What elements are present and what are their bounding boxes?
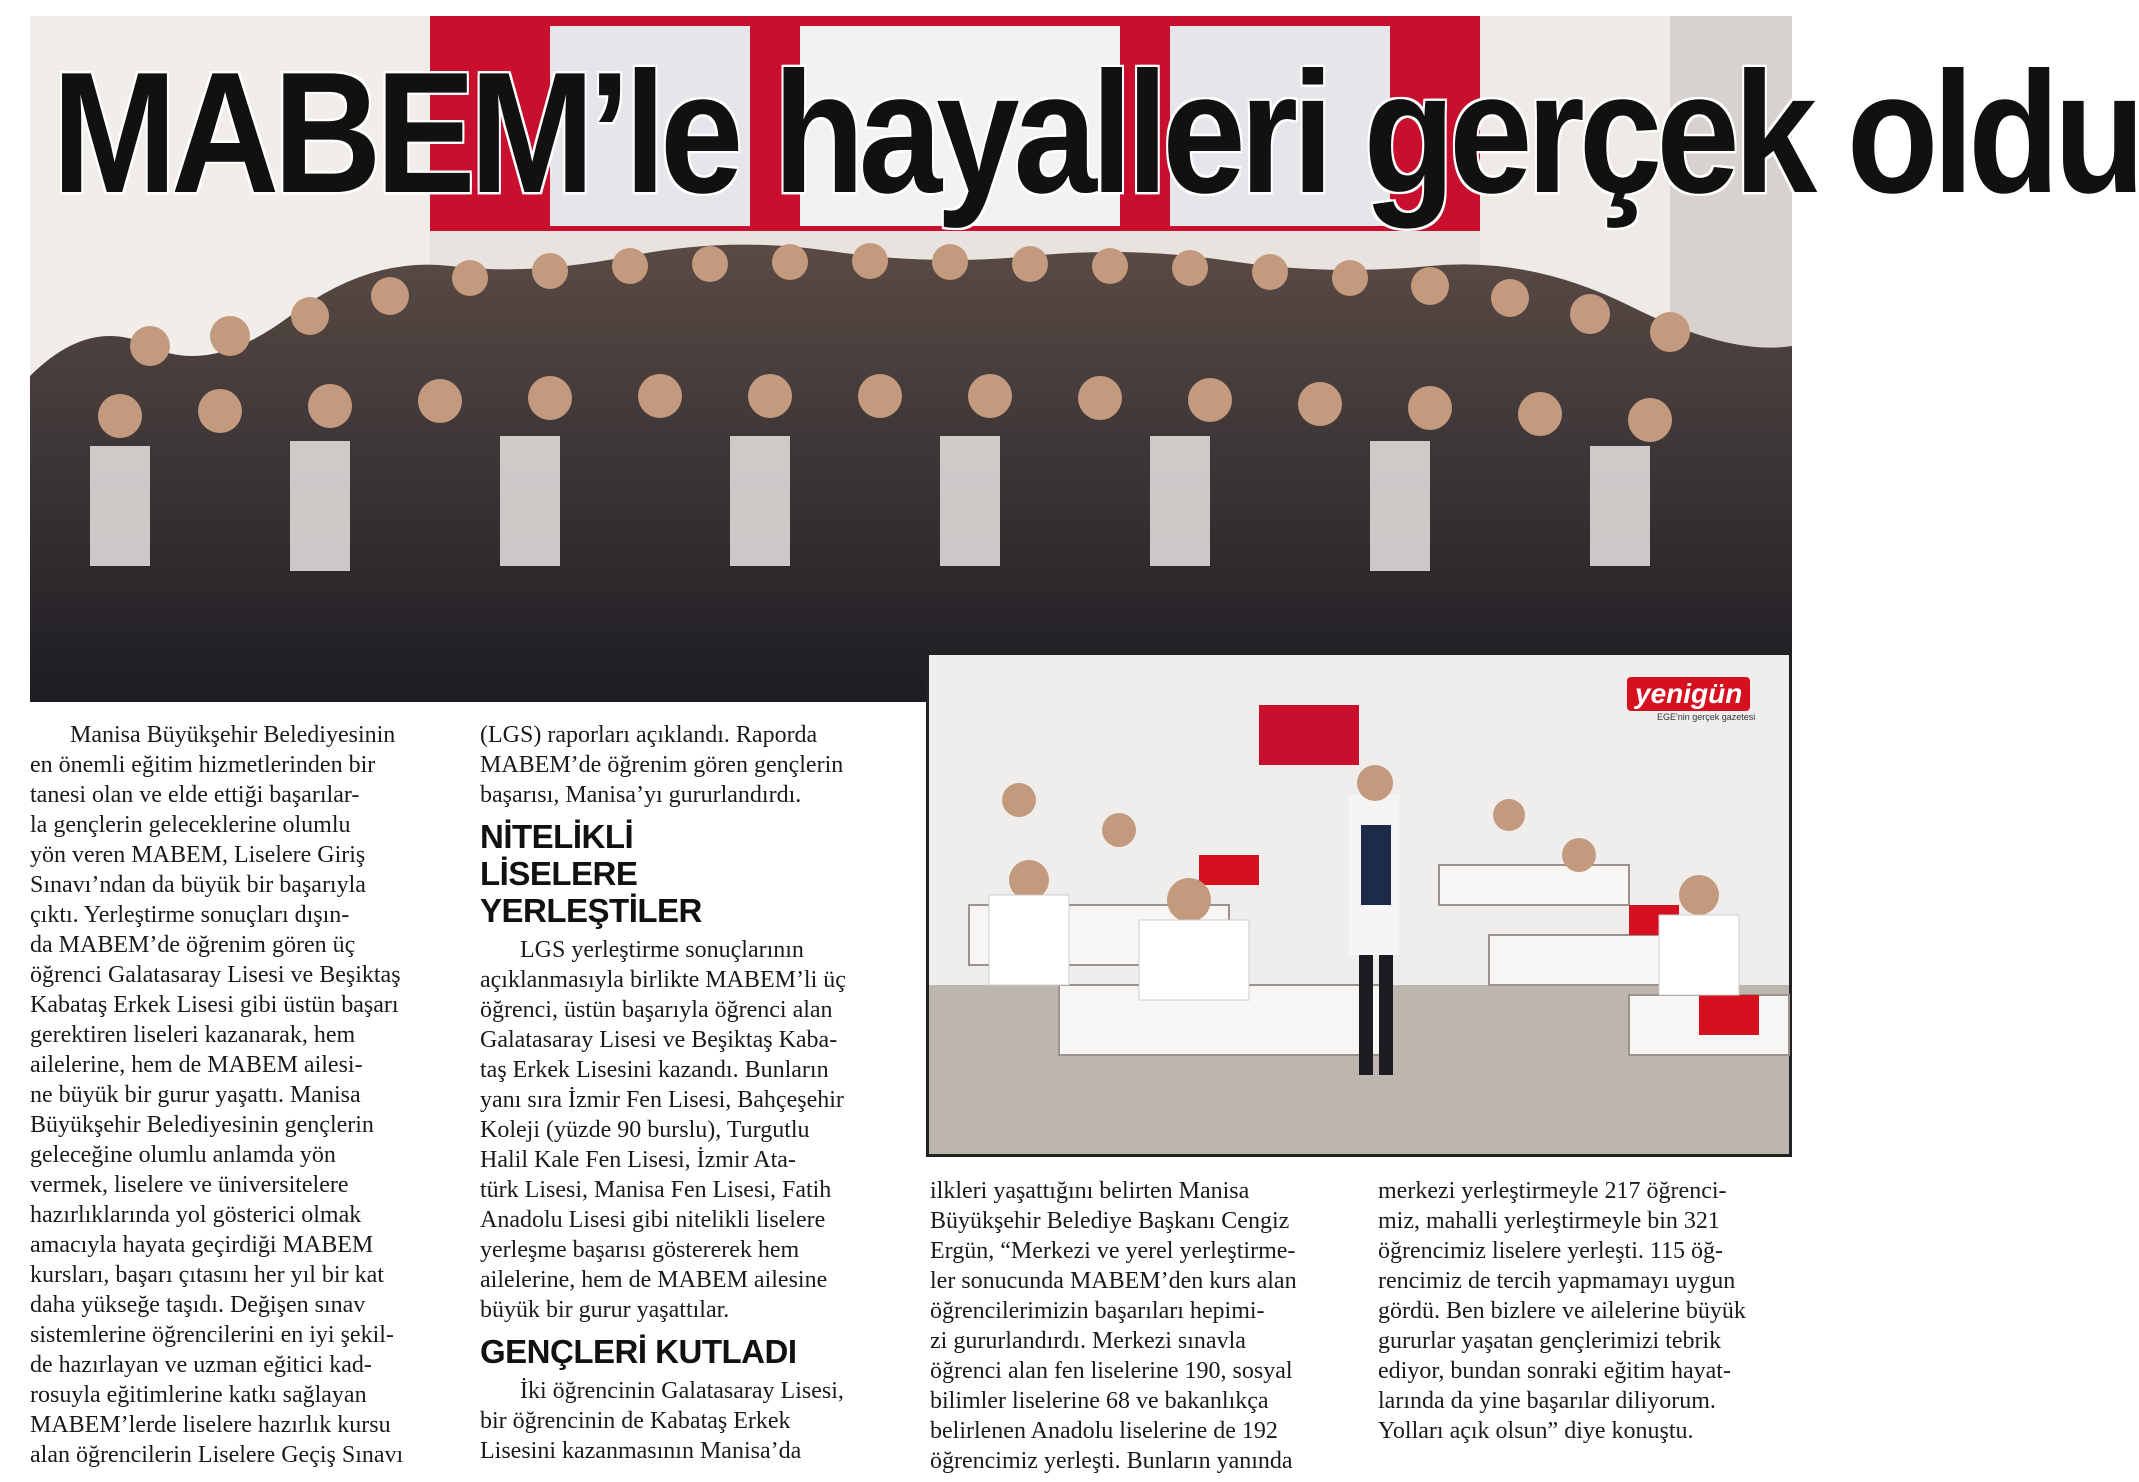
text-line: en önemli eğitim hizmetlerinden bir (30, 752, 376, 778)
subhead-nitelikli (480, 818, 900, 929)
logo-text: yenigün (1627, 677, 1750, 711)
text-line: öğrenci, üstün başarıyla öğrenci alan (480, 997, 833, 1023)
text-line: Büyükşehir Belediye Başkanı Cengiz (930, 1208, 1290, 1234)
text-line: LGS yerleştirme sonuçlarının (520, 937, 804, 963)
text-line: çıktı. Yerleştirme sonuçları dışın- (30, 902, 350, 928)
text-line: (LGS) raporları açıklandı. Raporda (480, 722, 818, 748)
subhead-line: LİSELERE (480, 855, 638, 892)
logo-tagline: EGE'nin gerçek gazetesi (1657, 712, 1756, 722)
text-line: yerleşme başarısı göstererek hem (480, 1237, 800, 1263)
headline: MABEM’le hayalleri gerçek oldu (52, 35, 2139, 229)
subhead-line: NİTELİKLİ (480, 818, 634, 855)
text-line: merkezi yerleştirmeyle 217 öğrenci- (1378, 1178, 1727, 1204)
text-line: ailelerine, hem de MABEM ailesine (480, 1267, 828, 1293)
article-column-1 (30, 720, 460, 1470)
text-line: ediyor, bundan sonraki eğitim hayat- (1378, 1358, 1731, 1384)
article-column-4 (1378, 1176, 1798, 1446)
text-line: hazırlıklarında yol gösterici olmak (30, 1202, 362, 1228)
article-column-2 (480, 720, 900, 1466)
text-line: başarısı, Manisa’yı gururlandırdı. (480, 782, 802, 808)
text-line: yön veren MABEM, Liselere Giriş (30, 842, 366, 868)
text-line: türk Lisesi, Manisa Fen Lisesi, Fatih (480, 1177, 832, 1203)
text-line: rencimiz de tercih yapmamayı uygun (1378, 1268, 1736, 1294)
text-line: geleceğine olumlu anlamda yön (30, 1142, 336, 1168)
text-line: MABEM’de öğrenim gören gençlerin (480, 752, 844, 778)
text-line: larında da yine başarılar diliyorum. (1378, 1388, 1716, 1414)
text-line: Galatasaray Lisesi ve Beşiktaş Kaba- (480, 1027, 838, 1053)
text-line: miz, mahalli yerleştirmeyle bin 321 (1378, 1208, 1720, 1234)
text-line: öğrenci alan fen liselerine 190, sosyal (930, 1358, 1293, 1384)
text-line: açıklanmasıyla birlikte MABEM’li üç (480, 967, 846, 993)
text-line: daha yükseğe taşıdı. Değişen sınav (30, 1292, 366, 1318)
article-column-3 (930, 1176, 1350, 1476)
text-line: la gençlerin geleceklerine olumlu (30, 812, 351, 838)
classroom-photo (926, 652, 1792, 1157)
text-line: zi gururlandırdı. Merkezi sınavla (930, 1328, 1246, 1354)
subhead-gencleri-kutladi: GENÇLERİ KUTLADI (480, 1333, 797, 1370)
text-line: Ergün, “Merkezi ve yerel yerleştirme- (930, 1238, 1296, 1264)
text-line: bilimler liselerine 68 ve bakanlıkça (930, 1388, 1269, 1414)
text-line: de hazırlayan ve uzman eğitici kad- (30, 1352, 372, 1378)
text-line: vermek, liselere ve üniversitelere (30, 1172, 349, 1198)
classroom-photo-illustration (929, 655, 1789, 1154)
text-line: Koleji (yüzde 90 burslu), Turgutlu (480, 1117, 810, 1143)
text-line: öğrenci Galatasaray Lisesi ve Beşiktaş (30, 962, 401, 988)
text-line: amacıyla hayata geçirdiği MABEM (30, 1232, 374, 1258)
text-line: ailelerine, hem de MABEM ailesi- (30, 1052, 363, 1078)
text-line: Yolları açık olsun” diye konuştu. (1378, 1418, 1694, 1444)
text-line: ne büyük bir gurur yaşattı. Manisa (30, 1082, 361, 1108)
text-line: tanesi olan ve elde ettiği başarılar- (30, 782, 360, 808)
text-line: gördü. Ben bizlere ve ailelerine büyük (1378, 1298, 1746, 1324)
text-line: Büyükşehir Belediyesinin gençlerin (30, 1112, 374, 1138)
text-line: Anadolu Lisesi gibi nitelikli liselere (480, 1207, 826, 1233)
text-line: rosuyla eğitimlerine katkı sağlayan (30, 1382, 367, 1408)
text-line: Kabataş Erkek Lisesi gibi üstün başarı (30, 992, 399, 1018)
subhead-line: YERLEŞTİLER (480, 892, 702, 929)
text-line: MABEM’lerde liselere hazırlık kursu (30, 1412, 391, 1438)
text-line: ilkleri yaşattığını belirten Manisa (930, 1178, 1250, 1204)
text-line: belirlenen Anadolu liselerine de 192 (930, 1418, 1278, 1444)
text-line: kursları, başarı çıtasını her yıl bir kat (30, 1262, 384, 1288)
text-line: da MABEM’de öğrenim gören üç (30, 932, 356, 958)
text-line: Sınavı’ndan da büyük bir başarıyla (30, 872, 366, 898)
text-line: öğrencimiz liselere yerleşti. 115 öğ- (1378, 1238, 1723, 1264)
text-line: Manisa Büyükşehir Belediyesinin (70, 722, 396, 748)
text-line: alan öğrencilerin Liselere Geçiş Sınavı (30, 1442, 404, 1468)
text-line: sistemlerine öğrencilerini en iyi şekil- (30, 1322, 394, 1348)
text-line: yanı sıra İzmir Fen Lisesi, Bahçeşehir (480, 1087, 844, 1113)
text-line: Lisesini kazanmasının Manisa’da (480, 1438, 802, 1464)
text-line: büyük bir gurur yaşattılar. (480, 1297, 730, 1323)
text-line: İki öğrencinin Galatasaray Lisesi, (520, 1378, 844, 1404)
text-line: gerektiren liseleri kazanarak, hem (30, 1022, 356, 1048)
text-line: öğrencimiz yerleşti. Bunların yanında (930, 1448, 1293, 1474)
newspaper-logo (1627, 677, 1777, 725)
text-line: Halil Kale Fen Lisesi, İzmir Ata- (480, 1147, 796, 1173)
text-line: ler sonucunda MABEM’den kurs alan (930, 1268, 1297, 1294)
text-line: gururlar yaşatan gençlerimizi tebrik (1378, 1328, 1722, 1354)
text-line: taş Erkek Lisesini kazandı. Bunların (480, 1057, 829, 1083)
text-line: öğrencilerimizin başarıları hepimi- (930, 1298, 1265, 1324)
text-line: bir öğrencinin de Kabataş Erkek (480, 1408, 791, 1434)
